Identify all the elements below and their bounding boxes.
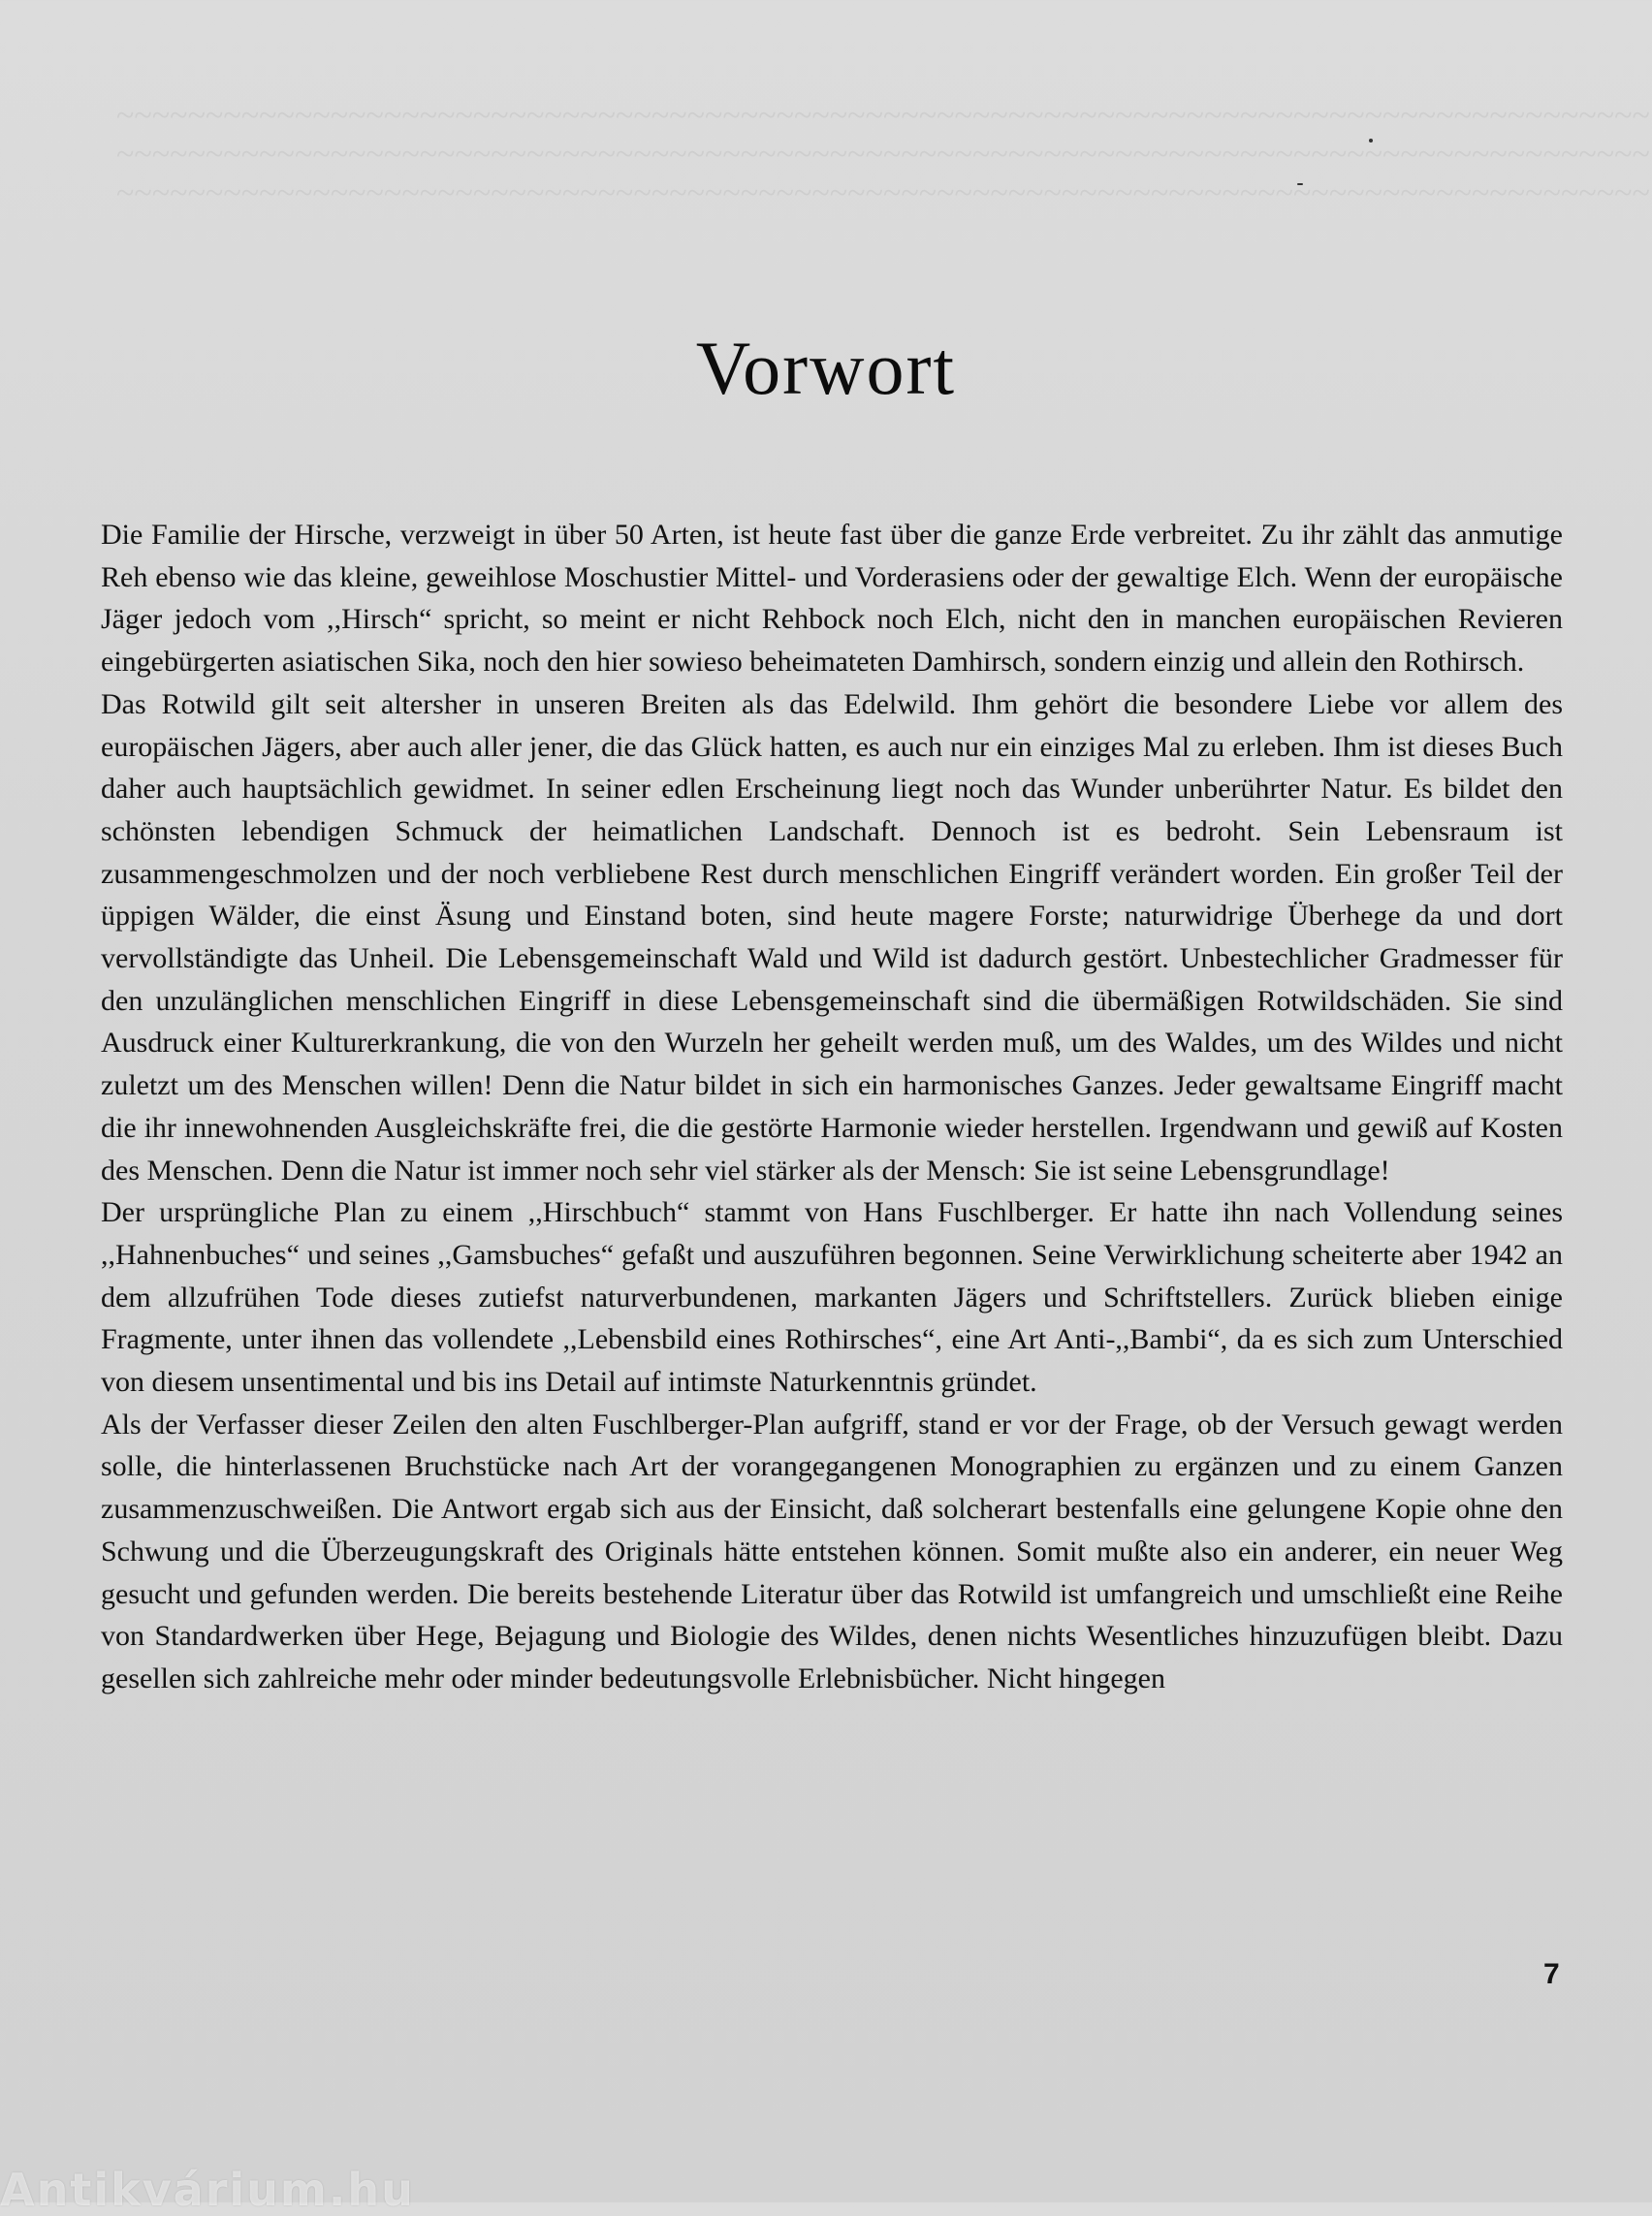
paragraph: Der ursprüngliche Plan zu einem ,,Hirschbuch“ stammt von Hans Fuschlberger. Er hatte ihn nach Vollendung seines ,,Hahnenbuches“ und seines ,,Gamsbuches“ gefaßt und auszuführen begonnen. Seine Verwirklichung scheiterte aber 1942 an dem allzufrühen Tode dieses zutiefst naturverbundenen, markanten Jägers und Schriftstellers. Zurück blieben einige Fragmente, unter ihnen das vollendete ,,Lebensbild eines Rothirsches“, eine Art Anti-,,Bambi“, da es sich zum Unterschied von diesem unsentimental und bis ins Detail auf intimste Naturkenntnis gründet. bbox=[101, 1196, 1563, 1399]
paragraph: Das Rotwild gilt seit altersher in unseren Breiten als das Edelwild. Ihm gehört die besondere Liebe vor allem des europäischen Jägers, aber auch aller jener, die das Glück hatten, es auch nur ein einziges Mal zu erleben. Ihm ist dieses Buch daher auch hauptsächlich gewidmet. In seiner edlen Erscheinung liegt noch das Wunder unberührter Natur. Es bildet den schönsten lebendigen Schmuck der heimatlichen Landschaft. Dennoch ist es bedroht. Sein Lebensraum ist zusammengeschmolzen und der noch verbliebene Rest durch menschlichen Eingriff verändert worden. Ein großer Teil der üppigen Wälder, die einst Äsung und Einstand boten, sind heute magere Forste; naturwidrige Überhege da und dort vervollständigte das Unheil. Die Lebensgemeinschaft Wald und Wild ist dadurch gestört. Unbestechlicher Gradmesser für den unzulänglichen menschlichen Eingriff in diese Lebensgemeinschaft sind die übermäßigen Rotwildschäden. Sie sind Ausdruck einer Kulturerkrankung, die von den Wurzeln her geheilt werden muß, um des Waldes, um des Wildes und nicht zuletzt um des Menschen willen! Denn die Natur bildet in sich ein harmonisches Ganzes. Jeder gewaltsame Eingriff macht die ihr innewohnenden Ausgleichskräfte frei, die die gestörte Harmonie wieder herstellen. Irgendwann und gewiß auf Kosten des Menschen. Denn die Natur ist immer noch sehr viel stärker als der Mensch: Sie ist seine Lebensgrundlage! bbox=[101, 687, 1563, 1187]
watermark: Antikvárium.hu bbox=[0, 2164, 415, 2216]
speck-mark bbox=[1297, 183, 1303, 185]
paragraph: Die Familie der Hirsche, verzweigt in über 50 Arten, ist heute fast über die ganze Erde verbreitet. Zu ihr zählt das anmutige Reh ebenso wie das kleine, geweihlose Moschustier Mittel- und Vorderasiens oder der gewaltige Elch. Wenn der europäische Jäger jedoch vom ,,Hirsch“ spricht, so meint er nicht Rehbock noch Elch, nicht den in manchen europäischen Revieren eingebürgerten asiatischen Sika, noch den hier sowieso beheimateten Damhirsch, sondern einzig und allein den Rothirsch. bbox=[101, 519, 1563, 679]
paragraph: Als der Verfasser dieser Zeilen den alten Fuschlberger-Plan aufgriff, stand er vor der Frage, ob der Versuch gewagt werden solle, die hinterlassenen Bruchstücke nach Art der vorangegangenen Monographien zu ergänzen und zu einem Ganzen zusammenzuschweißen. Die Antwort ergab sich aus der Einsicht, daß solcherart bestenfalls eine gelungene Kopie ohne den Schwung und die Überzeugungskraft des Originals hätte entstehen können. Somit mußte also ein anderer, ein neuer Weg gesucht und gefunden werden. Die bereits bestehende Literatur über das Rotwild ist umfangreich und umschließt eine Reihe von Standardwerken über Hege, Bejagung und Biologie des Wildes, denen nichts Wesentliches hinzuzufügen bleibt. Dazu gesellen sich zahlreiche mehr oder minder bedeutungsvolle Erlebnisbücher. Nicht hingegen bbox=[101, 1408, 1563, 1694]
page-number: 7 bbox=[1543, 1958, 1560, 1990]
show-through-text: ~~~~~~~~~~~~~~~~~~~~~~~~~~~~~~~~~~~~~~~~~~~~~~~~~~~~~~~~~~~~~~~~~~~~~~~~~~~~~~~~~~~~~~ ~~~~~~~~~~~~~~~~~~~~~~~~~~~~~~~~~~~~~~~~~~~~~~~~~~~~~~~~~~~~~~~~~~~~~~~~~~~~~~~~~~~~~~ ~~~~~~~~~~~~~~~~~~~~~~~~~~~~~~~~~~~~~~~~~~~~~~~~~~~~~~~~~~~~~~~~~~~~~~~~~~~~~~~~~~~~~~ bbox=[116, 98, 1650, 211]
body-text bbox=[101, 514, 1563, 1700]
page-title: Vorwort bbox=[695, 326, 957, 410]
speck-mark bbox=[1369, 139, 1373, 142]
